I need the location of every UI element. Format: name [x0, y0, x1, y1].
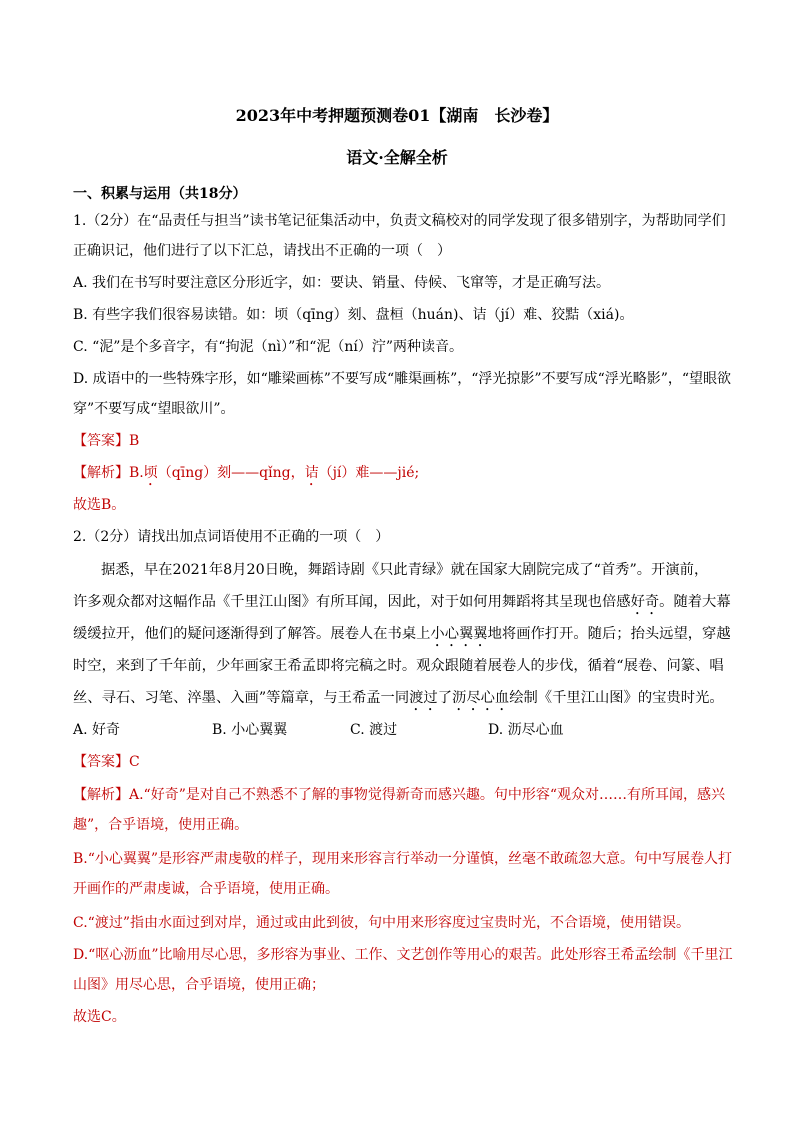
dotted-char: 诘 — [304, 465, 319, 481]
q2-passage-line1: 据悉，早在2021年8月20日晚，舞蹈诗剧《只此青绿》就在国家大剧院完成了“首秀”。开演前， — [101, 562, 709, 578]
q2-option-a: A. 好奇 — [73, 722, 121, 738]
q2-option-c: C. 渡过 — [350, 722, 398, 738]
q2-conclusion: 故选C。 — [73, 1009, 126, 1025]
q2-option-b: B. 小心翼翼 — [212, 722, 288, 738]
dotted-word: 好奇 — [630, 594, 660, 610]
analysis-label: 【解析】 — [73, 465, 129, 481]
dotted-word: 小心翼翼 — [430, 626, 488, 642]
q2-stem: 2.（2分）请找出加点词语使用不正确的一项（ ） — [73, 529, 390, 545]
q2-analysis-line2: 趣”，合乎语境，使用正确。 — [73, 817, 249, 833]
q1-option-d-line1: D. 成语中的一些特殊字形，如“雕梁画栋”不要写成“雕渠画栋”，“浮光掠影”不要写成“浮光略影”，“望眼欲 — [73, 371, 732, 387]
q2-answer: 【答案】C — [73, 754, 140, 770]
q1-option-c: C. “泥”是个多音字，有“拘泥（nì）”和“泥（ní）泞”两种读音。 — [73, 339, 464, 355]
q2-option-d: D. 沥尽心血 — [488, 722, 564, 738]
q2-analysis-line3: B.“小心翼翼”是形容严肃虔敬的样子，现用来形容言行举动一分谨慎，丝毫不敢疏忽大意。句中写展卷人打 — [73, 851, 733, 867]
q2-passage-line4: 时空，来到了千年前，少年画家王希孟即将完稿之时。观众跟随着展卷人的步伐，循着“展卷、问篆、唱 — [73, 658, 724, 674]
q1-stem-line1: 1.（2分）在“品责任与担当”读书笔记征集活动中，负责文稿校对的同学发现了很多错别字，为帮助同学们 — [73, 213, 726, 229]
q2-passage-line2: 许多观众都对这幅作品《千里江山图》有所耳闻，因此，对于如何用舞蹈将其呈现也倍感好奇。随着大幕 — [73, 594, 731, 610]
q2-passage-line3: 缓缓拉开，他们的疑问逐渐得到了解答。展卷人在书桌上小心翼翼地将画作打开。随后；抬头远望，穿越 — [73, 626, 731, 642]
dotted-word: 沥尽心血 — [452, 690, 510, 706]
q1-option-b: B. 有些字我们很容易读错。如：顷（qīng）刻、盘桓（huán)、诘（jí）难、狡黠（xiá)。 — [73, 307, 634, 323]
q1-option-a: A. 我们在书写时要注意区分形近字，如：要诀、销量、侍候、飞窜等，才是正确写法。 — [73, 275, 611, 291]
q1-conclusion: 故选B。 — [73, 497, 126, 513]
document-subtitle: 语文·全解全析 — [346, 148, 448, 167]
q1-answer: 【答案】B — [73, 433, 140, 449]
q1-option-d-line2: 穿”不要写成“望眼欲川”。 — [73, 401, 235, 417]
q2-analysis-line5: C.“渡过”指由水面过到对岸，通过或由此到彼，句中用来形容度过宝贵时光，不合语境，使用错误。 — [73, 915, 690, 931]
q2-passage-line5: 丝、寻石、习笔、淬墨、入画”等篇章，与王希孟一同渡过了沥尽心血绘制《千里江山图》的宝贵时光。 — [73, 690, 724, 706]
q2-analysis-line1: 【解析】A.“好奇”是对自己不熟悉不了解的事物觉得新奇而感兴趣。句中形容“观众对……有所耳闻，感兴 — [73, 787, 726, 803]
q2-analysis-line4: 开画作的严肃虔诚，合乎语境，使用正确。 — [73, 881, 339, 897]
section-heading: 一、积累与运用（共18分） — [73, 186, 247, 202]
q1-stem-line2: 正确识记，他们进行了以下汇总，请找出不正确的一项（ ） — [73, 243, 451, 259]
document-title: 2023年中考押题预测卷01【湖南 长沙卷】 — [235, 106, 559, 125]
q2-analysis-line6: D.“呕心沥血”比喻用尽心思，多形容为事业、工作、文艺创作等用心的艰苦。此处形容王希孟绘制《千里江 — [73, 947, 733, 963]
q1-analysis: 【解析】B.顷（qīng）刻——qǐng，诘（jí）难——jié; — [73, 465, 420, 481]
dotted-char: 顷 — [143, 465, 158, 481]
dotted-word: 渡过 — [409, 690, 438, 706]
q2-analysis-line7: 山图》用尽心思，合乎语境，使用正确； — [73, 977, 325, 993]
